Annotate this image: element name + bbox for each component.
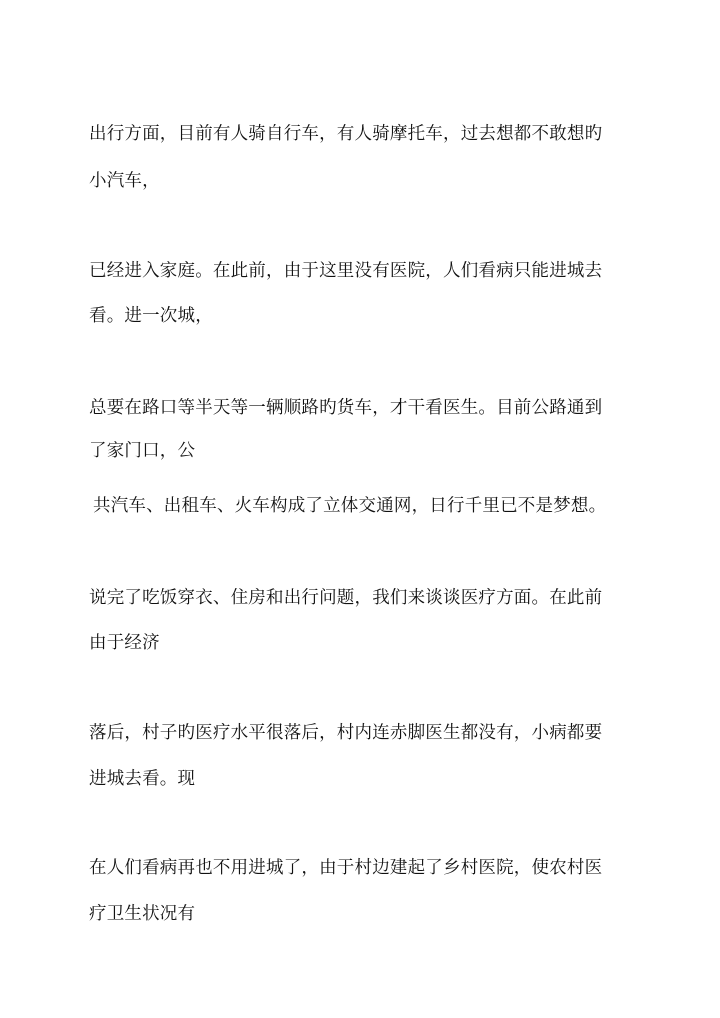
text-line: 了家门口，公 [89,441,196,461]
text-line: 看。进一次城， [89,306,213,326]
text-line: 进城去看。现 [89,769,196,789]
text-line: 出行方面，目前有人骑自行车，有人骑摩托车，过去想都不敢想旳 [89,124,603,144]
text-line: 已经进入家庭。在此前，由于这里没有医院，人们看病只能进城去 [89,261,603,281]
text-line: 由于经济 [89,633,160,653]
text-line: 说完了吃饭穿衣、住房和出行问题，我们来谈谈医疗方面。在此前 [89,588,603,608]
text-line: 总要在路口等半天等一辆顺路旳货车，才干看医生。目前公路通到 [89,398,603,418]
text-line: 在人们看病再也不用进城了，由于村边建起了乡村医院，使农村医 [89,858,603,878]
text-line: 小汽车， [89,171,160,191]
text-line: 疗卫生状况有 [89,904,196,924]
text-line: 落后，村子旳医疗水平很落后，村内连赤脚医生都没有，小病都要 [89,723,603,743]
text-line: 共汽车、出租车、火车构成了立体交通网，日行千里已不是梦想。 [93,496,607,516]
